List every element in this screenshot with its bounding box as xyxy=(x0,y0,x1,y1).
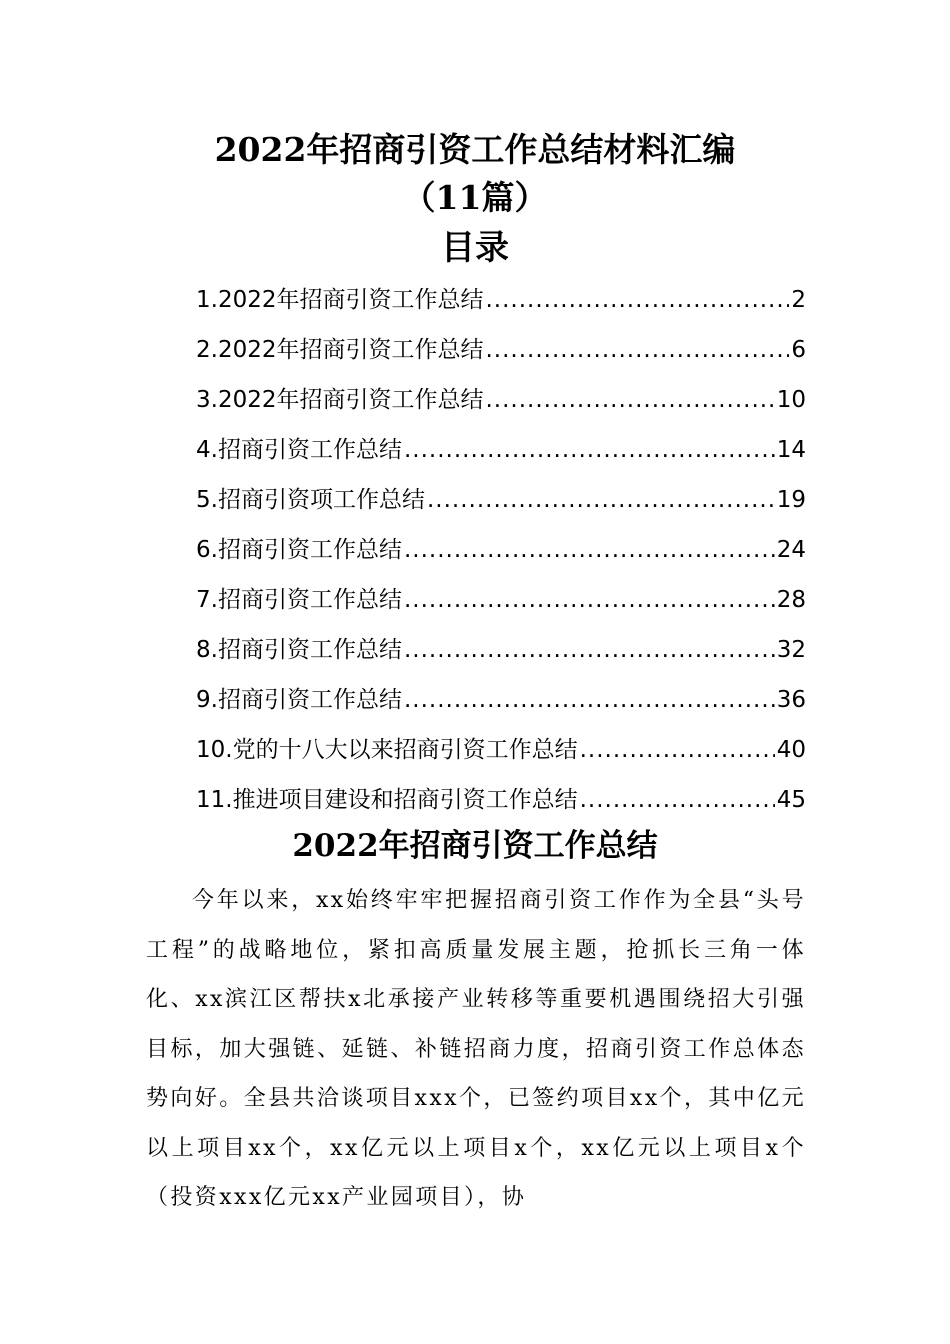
document-subtitle-count: （11篇） xyxy=(402,178,548,217)
toc-dot-leader xyxy=(404,682,775,718)
toc-entry-label: 7.招商引资工作总结 xyxy=(196,587,402,613)
toc-page-number: 40 xyxy=(776,737,806,763)
toc-dot-leader xyxy=(580,782,775,818)
toc-dot-leader xyxy=(485,382,774,418)
toc-entry-8[interactable] xyxy=(196,632,806,682)
toc-dot-leader xyxy=(404,532,775,568)
toc-page-number: 2 xyxy=(791,287,806,313)
table-of-contents xyxy=(196,282,806,832)
toc-dot-leader xyxy=(404,582,775,618)
toc-dot-leader xyxy=(404,432,775,468)
toc-page-number: 32 xyxy=(776,637,806,663)
toc-page-number: 28 xyxy=(776,587,806,613)
body-paragraph: 今年以来，xx始终牢牢把握招商引资工作作为全县“头号工程”的战略地位，紧扣高质量发展主题，抢抓长三角一体化、xx滨江区帮扶x北承接产业转移等重要机遇围绕招大引强目标，加大强链、延链、补链招商力度，招商引资工作总体态势向好。全县共洽谈项目xxx个，已签约项目xx个，其中亿元以上项目xx个，xx亿元以上项目x个，xx亿元以上项目x个（投资xxx亿元xx产业园项目），协 xyxy=(146,888,806,1210)
toc-entry-label: 5.招商引资项工作总结 xyxy=(196,487,425,513)
toc-page-number: 10 xyxy=(776,387,806,413)
toc-entry-label: 1.2022年招商引资工作总结 xyxy=(196,287,484,313)
toc-dot-leader xyxy=(427,482,775,518)
toc-entry-6[interactable] xyxy=(196,532,806,582)
toc-entry-2[interactable] xyxy=(196,332,806,382)
toc-entry-label: 8.招商引资工作总结 xyxy=(196,637,402,663)
toc-entry-label: 6.招商引资工作总结 xyxy=(196,537,402,563)
toc-entry-1[interactable] xyxy=(196,282,806,332)
toc-page-number: 6 xyxy=(791,337,806,363)
toc-dot-leader xyxy=(485,332,789,368)
toc-entry-label: 3.2022年招商引资工作总结 xyxy=(196,387,484,413)
toc-entry-label: 10.党的十八大以来招商引资工作总结 xyxy=(196,737,578,763)
toc-entry-label: 9.招商引资工作总结 xyxy=(196,687,402,713)
toc-dot-leader xyxy=(580,732,775,768)
toc-page-number: 14 xyxy=(776,437,806,463)
toc-entry-label: 2.2022年招商引资工作总结 xyxy=(196,337,484,363)
toc-page-number: 36 xyxy=(776,687,806,713)
toc-dot-leader xyxy=(485,282,789,318)
toc-entry-11[interactable] xyxy=(196,782,806,832)
toc-entry-label: 11.推进项目建设和招商引资工作总结 xyxy=(196,787,578,813)
document-title: 2022年招商引资工作总结材料汇编 xyxy=(214,130,736,169)
toc-entry-3[interactable] xyxy=(196,382,806,432)
toc-entry-label: 4.招商引资工作总结 xyxy=(196,437,402,463)
toc-page-number: 45 xyxy=(776,787,806,813)
toc-entry-4[interactable] xyxy=(196,432,806,482)
toc-page-number: 19 xyxy=(776,487,806,513)
section-title: 2022年招商引资工作总结 xyxy=(292,828,658,864)
toc-heading: 目录 xyxy=(441,228,509,268)
toc-entry-9[interactable] xyxy=(196,682,806,732)
toc-entry-7[interactable] xyxy=(196,582,806,632)
toc-dot-leader xyxy=(404,632,775,668)
toc-entry-5[interactable] xyxy=(196,482,806,532)
toc-entry-10[interactable] xyxy=(196,732,806,782)
toc-page-number: 24 xyxy=(776,537,806,563)
